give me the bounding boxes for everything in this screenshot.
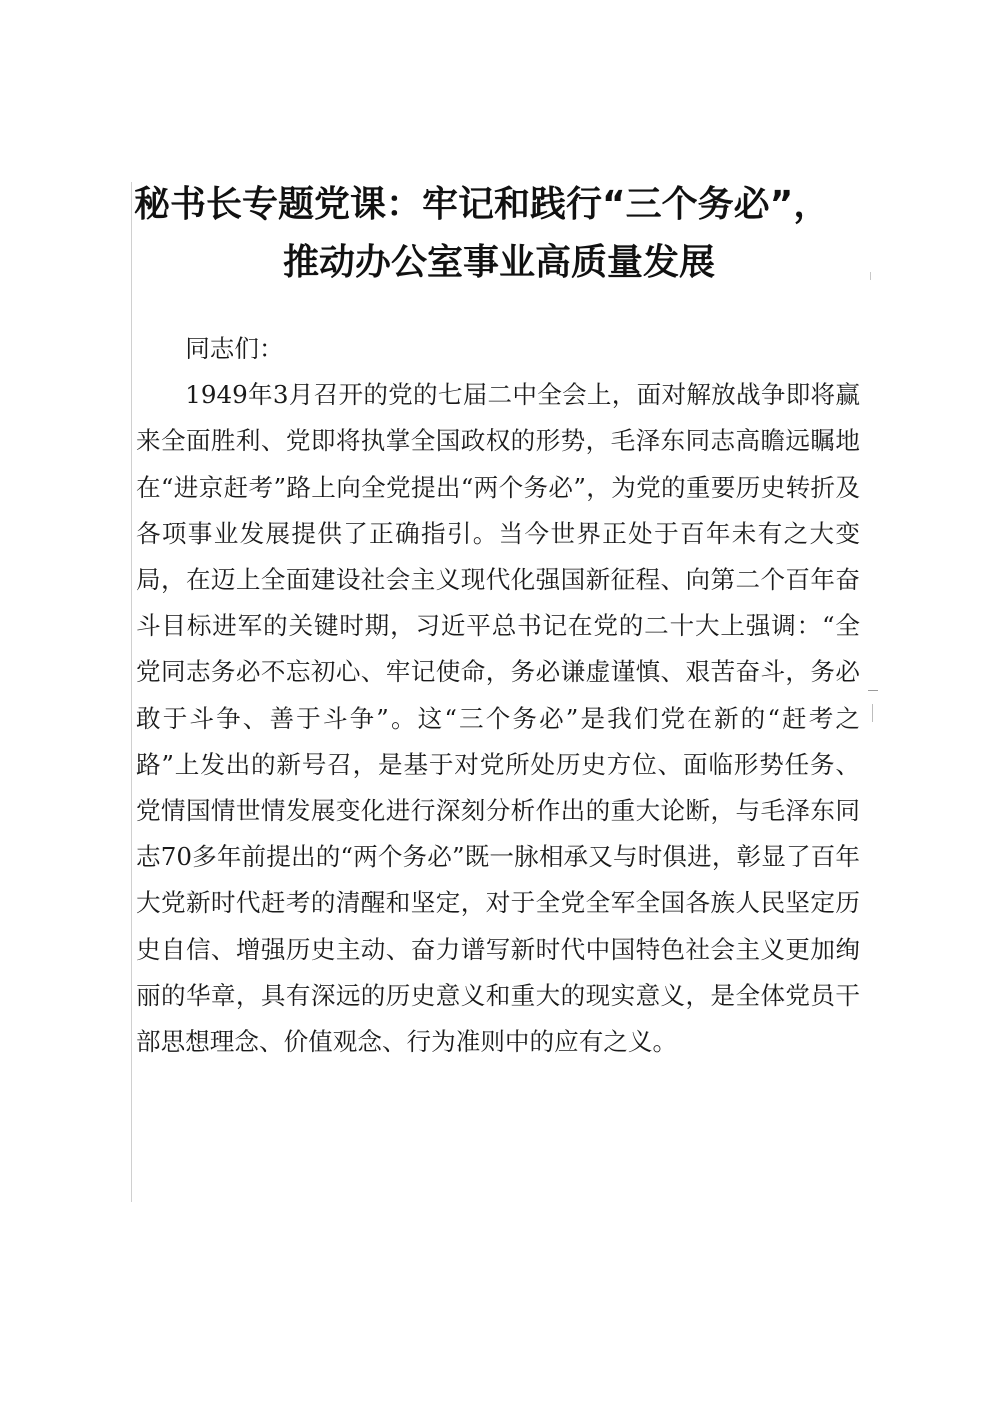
right-margin-tick (868, 690, 878, 691)
document-title (134, 176, 864, 292)
document-body (136, 326, 860, 1065)
right-margin-mark (870, 272, 871, 280)
right-margin-mark-2 (872, 704, 873, 722)
title-line-2: 推动办公室事业高质量发展 (282, 242, 715, 283)
salutation: 同志们： (185, 334, 284, 363)
title-line-1: 秘书长专题党课：牢记和践行“三个务必”， (134, 184, 830, 225)
left-margin-line (131, 182, 132, 1202)
body-paragraph: 1949年3月召开的党的七届二中全会上，面对解放战争即将赢来全面胜利、党即将执掌全国政权的形势，毛泽东同志高瞻远瞩地在“进京赶考”路上向全党提出“两个务必”，为党的重要历史转折及各项事业发展提供了正确指引。当今世界正处于百年未有之大变局，在迈上全面建设社会主义现代化强国新征程、向第二个百年奋斗目标进军的关键时期，习近平总书记在党的二十大上强调：“全党同志务必不忘初心、牢记使命，务必谦虚谨慎、艰苦奋斗，务必敢于斗争、善于斗争”。这“三个务必”是我们党在新的“赶考之路”上发出的新号召，是基于对党所处历史方位、面临形势任务、党情国情世情发展变化进行深刻分析作出的重大论断，与毛泽东同志70多年前提出的“两个务必”既一脉相承又与时俱进，彰显了百年大党新时代赶考的清醒和坚定，对于全党全军全国各族人民坚定历史自信、增强历史主动、奋力谱写新时代中国特色社会主义更加绚丽的华章，具有深远的历史意义和重大的现实意义，是全体党员干部思想理念、价值观念、行为准则中的应有之义。 (136, 380, 860, 1057)
